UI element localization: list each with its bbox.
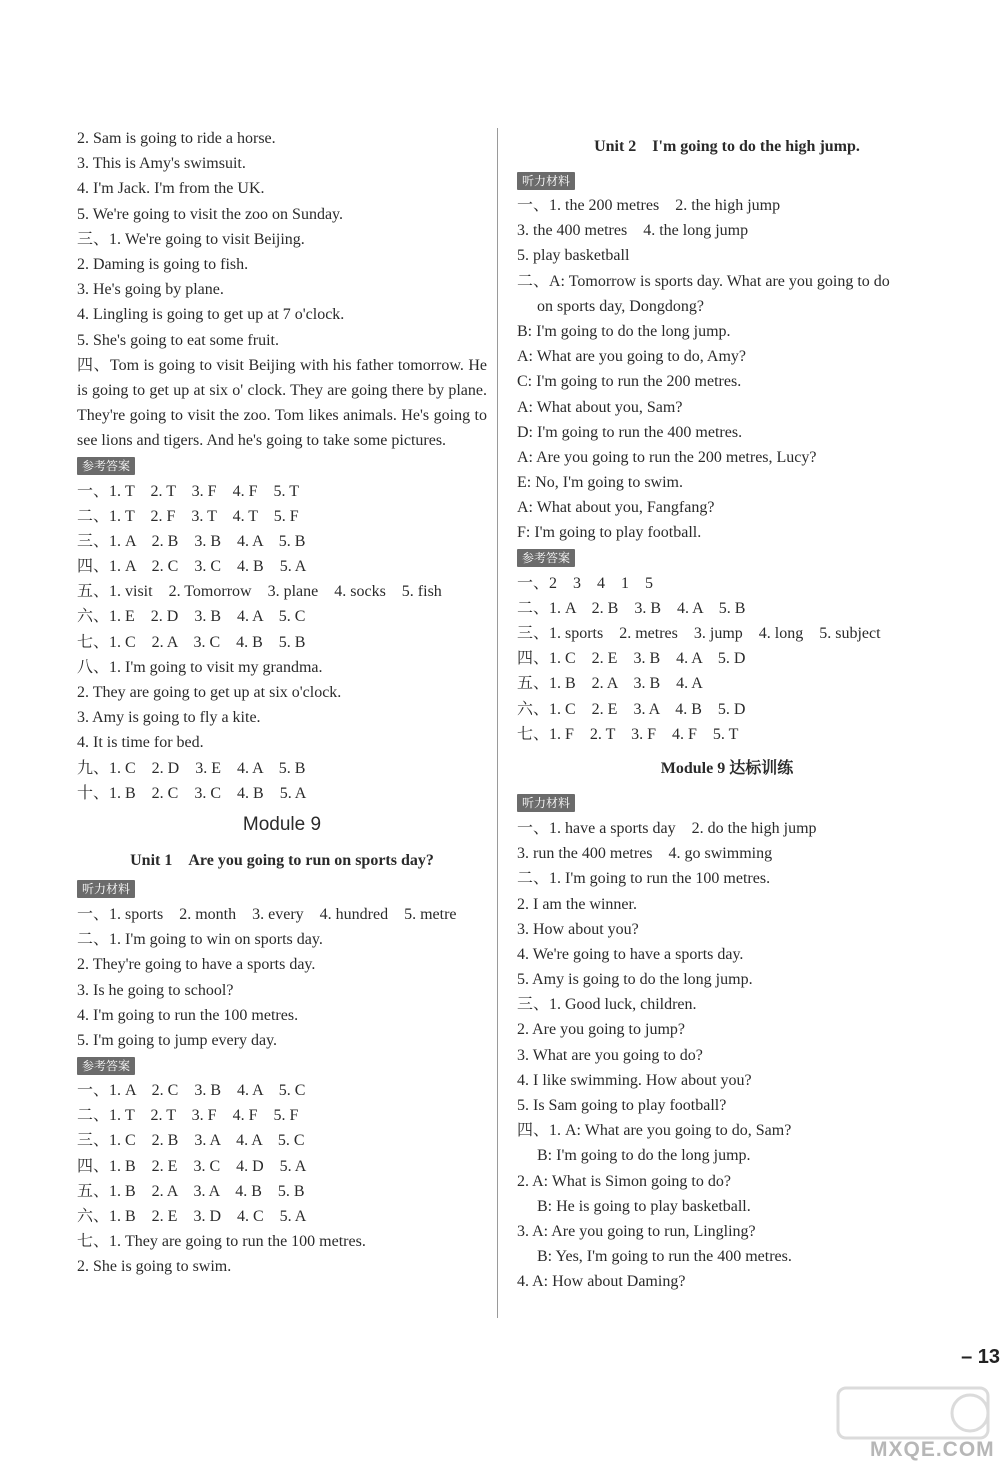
text-line: 三、1. We're going to visit Beijing. — [77, 230, 305, 248]
left-block1 — [77, 126, 487, 353]
dialog-line: B: He is going to play basketball. — [537, 1197, 751, 1215]
listening-line: 4. We're going to have a sports day. — [517, 945, 744, 963]
answer-line: 二、1. T 2. F 3. T 4. T 5. F — [77, 507, 299, 525]
answers-block — [77, 1078, 487, 1280]
dialog-line: F: I'm going to play football. — [517, 524, 702, 542]
text-line: 2. Daming is going to fish. — [77, 255, 249, 273]
module-title: Module 9 达标训练 — [660, 759, 794, 777]
listening-line: 4. I like swimming. How about you? — [517, 1071, 752, 1089]
answer-line: 三、1. sports 2. metres 3. jump 4. long 5. subject — [517, 625, 881, 642]
answer-line: 三、1. A 2. B 3. B 4. A 5. B — [77, 532, 306, 550]
answers-block — [517, 571, 937, 747]
listening-line: 3. run the 400 metres 4. go swimming — [517, 845, 773, 863]
listening-line: 5. I'm going to jump every day. — [77, 1031, 278, 1049]
text-line: 3. He's going by plane. — [77, 281, 224, 299]
listening-line: 一、1. sports 2. month 3. every 4. hundred 5. metre — [77, 905, 457, 923]
answer-line: 一、1. A 2. C 3. B 4. A 5. C — [77, 1082, 306, 1100]
listening-tag-row — [517, 791, 937, 816]
dialog-line: B: I'm going to do the long jump. — [537, 1147, 751, 1165]
dialog-line: A: Are you going to run the 200 metres, Lucy? — [517, 448, 817, 466]
dialog-line: 3. A: Are you going to run, Lingling? — [517, 1222, 756, 1240]
module-title: Module 9 — [242, 813, 322, 835]
answer-line: 五、1. B 2. A 3. A 4. B 5. B — [77, 1182, 305, 1200]
listening-line: 二、1. I'm going to win on sports day. — [77, 931, 323, 949]
text-line: 4. Lingling is going to get up at 7 o'clock. — [77, 306, 345, 324]
listening-line: 3. Is he going to school? — [77, 981, 234, 999]
dialog-line: A: What about you, Sam? — [517, 398, 683, 416]
watermark-text: MXQE.COM — [870, 1438, 995, 1461]
dialog-line: on sports day, Dongdong? — [537, 297, 704, 315]
listening-tag-row — [517, 168, 937, 193]
listening-block — [517, 193, 937, 546]
answer-line: 二、1. A 2. B 3. B 4. A 5. B — [517, 599, 746, 617]
listening-line: 5. Amy is going to do the long jump. — [517, 971, 753, 989]
passage-text: 四、Tom is going to visit Beijing with his father tomorrow. He is going to get up at six o' clock. They are going there by plane. They're going to visit the zoo. Tom likes animals. He's going to see lions and tigers. And he's going to take some pictures. — [77, 356, 487, 450]
unit-title: Unit 2 I'm going to do the high jump. — [594, 138, 860, 155]
answer-line: 四、1. C 2. E 3. B 4. A 5. D — [517, 650, 746, 668]
answer-line: 七、1. F 2. T 3. F 4. F 5. T — [517, 725, 739, 743]
listening-line: 3. What are you going to do? — [517, 1046, 703, 1064]
answer-line: 七、1. C 2. A 3. C 4. B 5. B — [77, 633, 306, 651]
answer-line: 3. Amy is going to fly a kite. — [77, 709, 261, 727]
answers-tag: 参考答案 — [77, 1057, 135, 1075]
dialog-line: 4. A: How about Daming? — [517, 1273, 686, 1291]
answer-line: 四、1. B 2. E 3. C 4. D 5. A — [77, 1157, 307, 1175]
column-divider — [497, 128, 498, 1318]
dialog-line: A: What are you going to do, Amy? — [517, 348, 746, 366]
listening-tag: 听力材料 — [517, 172, 575, 190]
left-column — [77, 126, 487, 1280]
text-line: 2. Sam is going to ride a horse. — [77, 130, 276, 147]
answer-line: 一、2 3 4 1 5 — [517, 574, 654, 592]
answer-line: 六、1. B 2. E 3. D 4. C 5. A — [77, 1208, 307, 1225]
listening-line: 2. Are you going to jump? — [517, 1021, 685, 1039]
answer-line: 六、1. E 2. D 3. B 4. A 5. C — [77, 608, 306, 626]
listening-line: 一、1. have a sports day 2. do the high jump — [517, 819, 817, 837]
dialog-line: A: What about you, Fangfang? — [517, 499, 715, 517]
unit-title: Unit 1 Are you going to run on sports day? — [130, 851, 434, 869]
answers-tag-row — [77, 1053, 487, 1078]
listening-line: 5. play basketball — [517, 247, 630, 265]
answers-block — [77, 479, 487, 806]
answer-line: 九、1. C 2. D 3. E 4. A 5. B — [77, 759, 306, 777]
listening-line: 2. They're going to have a sports day. — [77, 956, 316, 974]
listening-tag: 听力材料 — [77, 880, 135, 898]
answer-line: 三、1. C 2. B 3. A 4. A 5. C — [77, 1132, 305, 1150]
answer-line: 2. She is going to swim. — [77, 1258, 232, 1276]
answer-line: 4. It is time for bed. — [77, 734, 204, 752]
text-line: 5. She's going to eat some fruit. — [77, 331, 279, 349]
answer-line: 八、1. I'm going to visit my grandma. — [77, 658, 323, 676]
listening-line: 三、1. Good luck, children. — [517, 996, 697, 1014]
answer-line: 二、1. T 2. T 3. F 4. F 5. F — [77, 1107, 299, 1125]
answer-line: 一、1. T 2. T 3. F 4. F 5. T — [77, 482, 299, 500]
dialog-line: E: No, I'm going to swim. — [517, 474, 683, 492]
listening-tag-row — [77, 877, 487, 902]
listening-line: 一、1. the 200 metres 2. the high jump — [517, 197, 781, 214]
dialog-line: B: I'm going to do the long jump. — [517, 322, 731, 340]
answer-line: 五、1. visit 2. Tomorrow 3. plane 4. socks 5. fish — [77, 583, 442, 601]
listening-line: 2. I am the winner. — [517, 895, 637, 913]
answer-line: 五、1. B 2. A 3. B 4. A — [517, 675, 703, 693]
page-number: – 13 — [961, 1346, 1000, 1368]
listening-line: 二、1. I'm going to run the 100 metres. — [517, 870, 771, 888]
dialog-line: D: I'm going to run the 400 metres. — [517, 423, 743, 441]
dialog-line: 2. A: What is Simon going to do? — [517, 1172, 731, 1190]
text-line: 3. This is Amy's swimsuit. — [77, 155, 246, 173]
listening-line: 3. How about you? — [517, 920, 639, 938]
listening-line: 5. Is Sam going to play football? — [517, 1097, 727, 1114]
listening-block — [77, 902, 487, 1053]
answer-line: 六、1. C 2. E 3. A 4. B 5. D — [517, 700, 746, 718]
text-line: 4. I'm Jack. I'm from the UK. — [77, 180, 265, 198]
answers-tag: 参考答案 — [517, 549, 575, 567]
listening-line: 4. I'm going to run the 100 metres. — [77, 1006, 299, 1024]
answer-line: 2. They are going to get up at six o'clock. — [77, 684, 342, 701]
text-line: 5. We're going to visit the zoo on Sunday. — [77, 205, 344, 223]
answer-line: 十、1. B 2. C 3. C 4. B 5. A — [77, 784, 307, 802]
dialog-line: 四、1. A: What are you going to do, Sam? — [517, 1122, 792, 1140]
listening-tag: 听力材料 — [517, 794, 575, 812]
answer-line: 七、1. They are going to run the 100 metres. — [77, 1233, 366, 1251]
dialog-line: 二、A: Tomorrow is sports day. What are you going to do — [517, 272, 890, 290]
answers-tag: 参考答案 — [77, 457, 135, 475]
answers-tag-row — [517, 546, 937, 571]
answer-line: 四、1. A 2. C 3. C 4. B 5. A — [77, 558, 307, 576]
dialog-line: B: Yes, I'm going to run the 400 metres. — [537, 1248, 792, 1266]
right-column — [517, 126, 937, 1295]
listening-line: 3. the 400 metres 4. the long jump — [517, 222, 749, 240]
listening-block — [517, 816, 937, 1295]
answers-tag-row — [77, 454, 487, 479]
dialog-line: C: I'm going to run the 200 metres. — [517, 373, 742, 391]
